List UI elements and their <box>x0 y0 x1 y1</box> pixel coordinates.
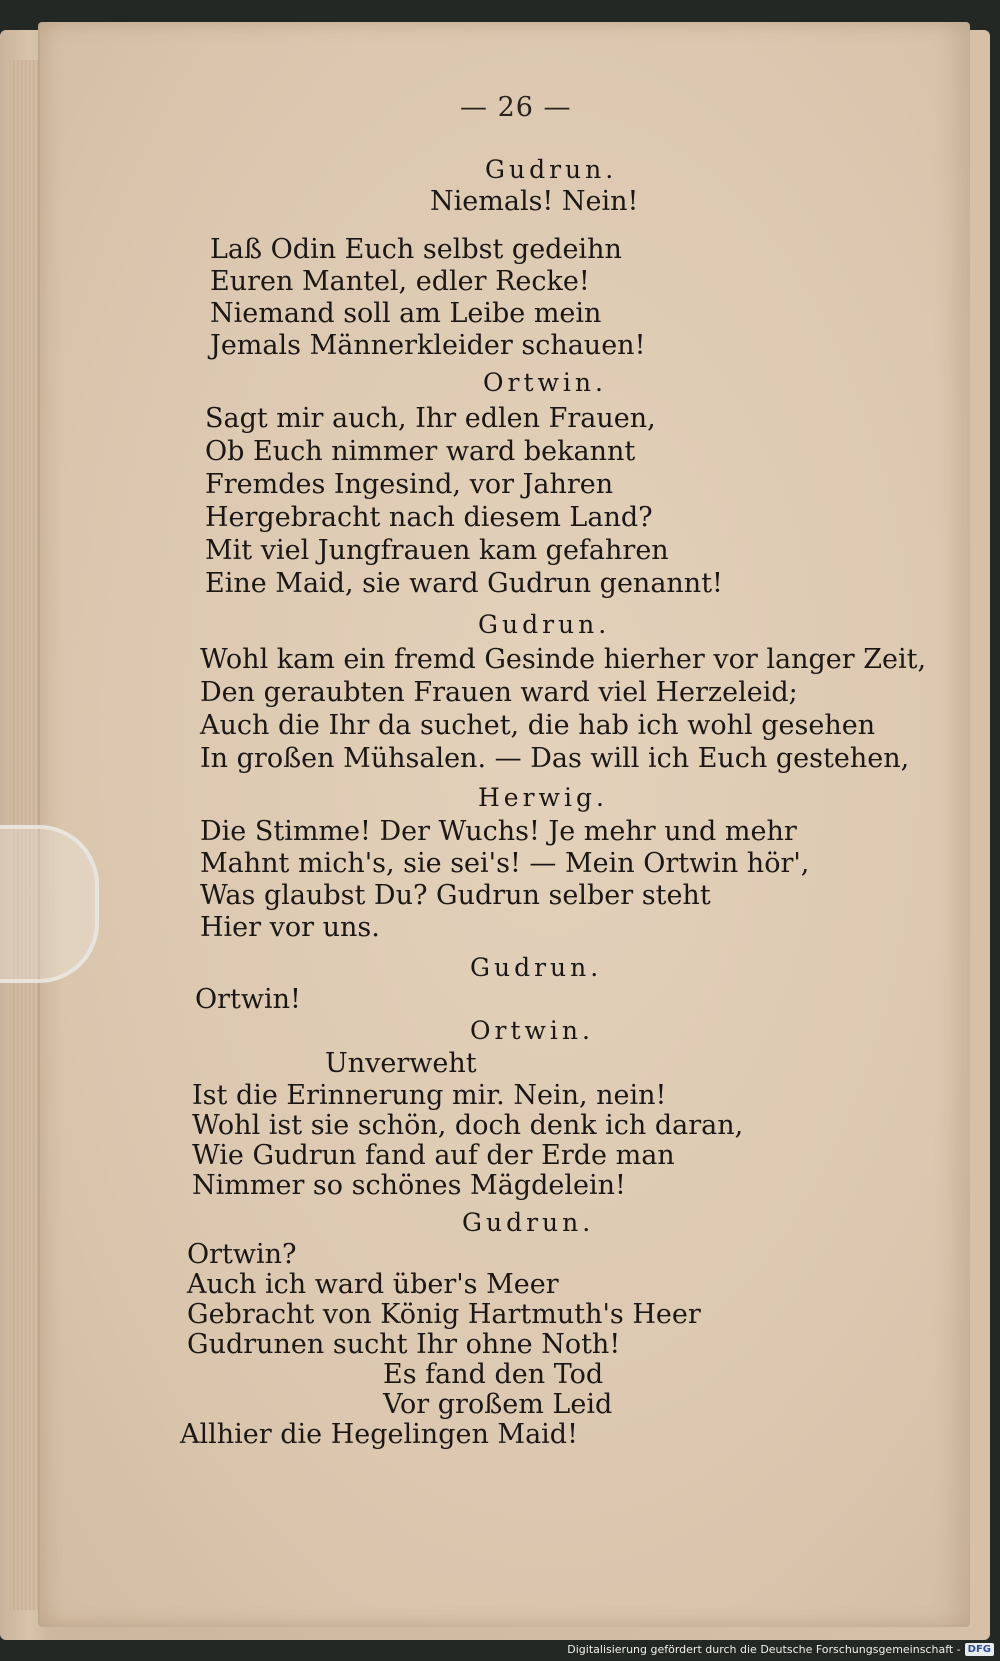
verse-line: Auch die Ihr da suchet, die hab ich wohl gesehen <box>200 710 876 741</box>
verse-line: Mit viel Jungfrauen kam gefahren <box>205 535 669 566</box>
verse-line: Die Stimme! Der Wuchs! Je mehr und mehr <box>200 816 797 847</box>
verse-line: Laß Odin Euch selbst gedeihn <box>210 234 622 265</box>
verse-line: Unverweht <box>325 1048 477 1079</box>
speaker-ortwin: Ortwin. <box>470 1016 594 1045</box>
verse-line: Wohl kam ein fremd Gesinde hierher vor langer Zeit, <box>200 644 927 675</box>
digitization-credit <box>567 1639 994 1659</box>
verse-line: Den geraubten Frauen ward viel Herzeleid; <box>200 677 798 708</box>
verse-line: Hier vor uns. <box>200 912 380 943</box>
speaker-gudrun: Gudrun. <box>470 953 603 982</box>
speaker-gudrun: Gudrun. <box>462 1208 595 1237</box>
verse-line: Ist die Erinnerung mir. Nein, nein! <box>192 1080 667 1111</box>
verse-line: Ob Euch nimmer ward bekannt <box>205 436 636 467</box>
verse-line: Hergebracht nach diesem Land? <box>205 502 653 533</box>
verse-line: Mahnt mich's, sie sei's! — Mein Ortwin hör', <box>200 848 810 879</box>
verse-line: Wie Gudrun fand auf der Erde man <box>192 1140 675 1171</box>
verse-line: Gudrunen sucht Ihr ohne Noth! <box>187 1329 621 1360</box>
verse-line: Vor großem Leid <box>383 1389 613 1420</box>
verse-line: Niemals! Nein! <box>430 186 639 217</box>
verse-line: In großen Mühsalen. — Das will ich Euch gestehen, <box>200 743 910 774</box>
verse-line: Auch ich ward über's Meer <box>187 1269 559 1300</box>
speaker-gudrun: Gudrun. <box>485 155 618 184</box>
verse-line: Ortwin? <box>187 1239 297 1270</box>
verse-line: Ortwin! <box>195 984 301 1015</box>
verse-line: Allhier die Hegelingen Maid! <box>180 1419 578 1450</box>
verse-line: Wohl ist sie schön, doch denk ich daran, <box>192 1110 744 1141</box>
dfg-logo: DFG <box>965 1643 994 1656</box>
speaker-herwig: Herwig. <box>478 783 608 812</box>
verse-line: Sagt mir auch, Ihr edlen Frauen, <box>205 403 656 434</box>
verse-line: Was glaubst Du? Gudrun selber steht <box>200 880 711 911</box>
speaker-gudrun: Gudrun. <box>478 610 611 639</box>
speaker-ortwin: Ortwin. <box>483 368 607 397</box>
verse-line: Fremdes Ingesind, vor Jahren <box>205 469 614 500</box>
credit-text: Digitalisierung gefördert durch die Deutsche Forschungsgemeinschaft - <box>567 1642 961 1656</box>
verse-line: Es fand den Tod <box>383 1359 604 1390</box>
verse-line: Gebracht von König Hartmuth's Heer <box>187 1299 701 1330</box>
verse-line: Niemand soll am Leibe mein <box>210 298 602 329</box>
verse-line: Euren Mantel, edler Recke! <box>210 266 590 297</box>
verse-line: Nimmer so schönes Mägdelein! <box>192 1170 626 1201</box>
verse-line: Jemals Männerkleider schauen! <box>210 330 646 361</box>
page-number: — 26 — <box>460 92 572 123</box>
verse-line: Eine Maid, sie ward Gudrun genannt! <box>205 568 723 599</box>
